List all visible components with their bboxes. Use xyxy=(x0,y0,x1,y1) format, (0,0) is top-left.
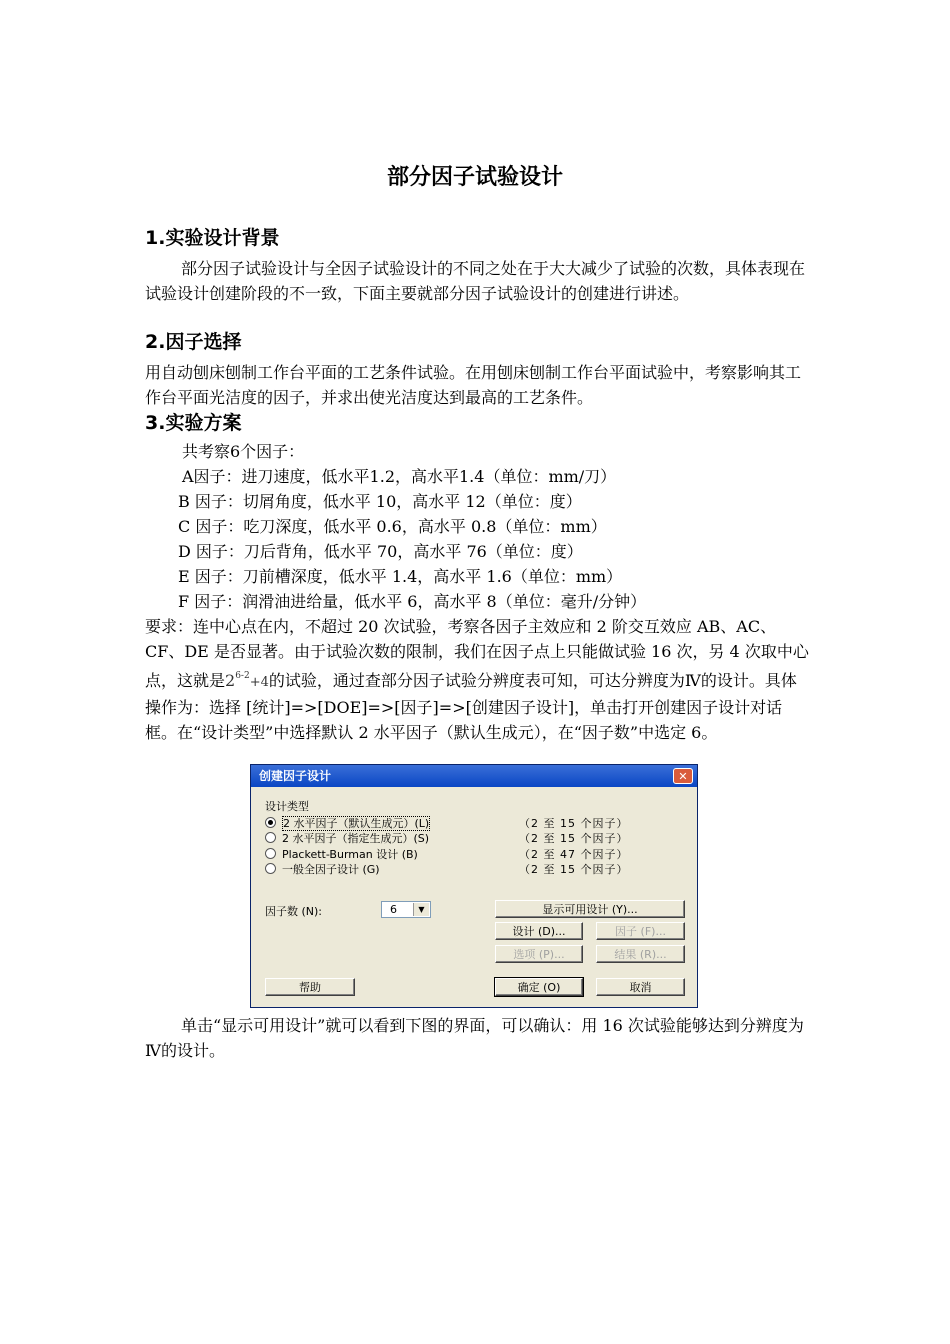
formula-tail: +4 xyxy=(249,675,269,690)
formula-base: 2 xyxy=(225,671,236,690)
factor-count-value: 6 xyxy=(390,903,397,916)
formula-exponent: 6-2 xyxy=(235,671,250,681)
range-2-level-default: （2 至 15 个因子） xyxy=(519,817,629,830)
factor-a: A因子：进刀速度，低水平1.2，高水平1.4（单位：mm/刀） xyxy=(182,467,617,486)
dialog-title: 创建因子设计 xyxy=(259,769,332,783)
radio-2-level-default[interactable]: 2 水平因子（默认生成元）(L) xyxy=(265,815,430,831)
results-button[interactable]: 结果 (R)... xyxy=(596,945,685,963)
design-formula xyxy=(225,671,269,690)
factor-b: B 因子：切屑角度，低水平 10，高水平 12（单位：度） xyxy=(178,492,582,511)
section-2-heading: 2.因子选择 xyxy=(145,331,242,353)
radio-general-full-factorial[interactable]: 一般全因子设计 (G) xyxy=(265,861,380,877)
requirements-text-1: 要求：连中心点在内，不超过 20 次试验，考察各因子主效应和 2 阶交互效应 AB、AC、CF、DE 是否显著。由于试验次数的限制，我们在因子点上只能做试验 16 次，另 4 次取中心点，这就是 xyxy=(145,617,809,690)
radio-icon[interactable] xyxy=(265,848,276,859)
section-1-heading: 1.实验设计背景 xyxy=(145,227,280,249)
radio-plackett-burman[interactable]: Plackett-Burman 设计 (B) xyxy=(265,846,418,862)
factor-e: E 因子：刀前槽深度，低水平 1.4，高水平 1.6（单位：mm） xyxy=(178,567,623,586)
range-general-full-factorial: （2 至 15 个因子） xyxy=(519,863,629,876)
section-3-heading: 3.实验方案 xyxy=(145,412,242,434)
cancel-button[interactable]: 取消 xyxy=(596,978,685,996)
factor-count-label: 因子数 (N): xyxy=(265,905,323,918)
close-icon[interactable]: ✕ xyxy=(673,768,693,784)
range-plackett-burman: （2 至 47 个因子） xyxy=(519,848,629,861)
factor-intro: 共考察6个因子： xyxy=(182,442,305,461)
requirements-text-2: 的试验，通过查部分因子试验分辨度表可知，可达分辨度为Ⅳ的设计。具体操作为：选择 [统计]=>[DOE]=>[因子]=>[创建因子设计]，单击打开创建因子设计对话框。在“设计类型”中选择默认 2 水平因子（默认生成元），在“因子数”中选定 6。 xyxy=(145,671,797,742)
range-2-level-specified: （2 至 15 个因子） xyxy=(519,832,629,845)
radio-icon[interactable] xyxy=(265,832,276,843)
ok-button[interactable]: 确定 (O) xyxy=(495,978,583,996)
factors-button[interactable]: 因子 (F)... xyxy=(596,922,685,940)
factor-d: D 因子：刀后背角，低水平 70，高水平 76（单位：度） xyxy=(178,542,583,561)
dialog-titlebar xyxy=(251,765,697,787)
page-title: 部分因子试验设计 xyxy=(386,165,563,190)
radio-selected-icon[interactable] xyxy=(265,817,276,828)
chevron-down-icon[interactable]: ▼ xyxy=(413,903,429,916)
section-1-body: 部分因子试验设计与全因子试验设计的不同之处在于大大减少了试验的次数，具体表现在试验设计创建阶段的不一致，下面主要就部分因子试验设计的创建进行讲述。 xyxy=(145,259,806,303)
factor-f: F 因子：润滑油进给量，低水平 6，高水平 8（单位：毫升/分钟） xyxy=(178,592,647,611)
help-button[interactable]: 帮助 xyxy=(265,978,355,996)
options-button[interactable]: 选项 (P)... xyxy=(495,945,583,963)
requirements-paragraph xyxy=(145,614,810,745)
after-dialog-paragraph: 单击“显示可用设计”就可以看到下图的界面，可以确认：用 16 次试验能够达到分辨度为Ⅳ的设计。 xyxy=(145,1016,804,1060)
section-2-body: 用自动刨床刨制工作台平面的工艺条件试验。在用刨床刨制工作台平面试验中，考察影响其工作台平面光洁度的因子，并求出使光洁度达到最高的工艺条件。 xyxy=(145,363,802,407)
show-available-designs-button[interactable]: 显示可用设计 (Y)... xyxy=(495,900,685,918)
radio-2-level-specified[interactable]: 2 水平因子（指定生成元）(S) xyxy=(265,830,429,846)
factor-count-select[interactable] xyxy=(381,901,431,918)
radio-icon[interactable] xyxy=(265,863,276,874)
design-type-label: 设计类型 xyxy=(265,800,309,813)
design-button[interactable]: 设计 (D)... xyxy=(495,922,583,940)
factor-c: C 因子：吃刀深度，低水平 0.6，高水平 0.8（单位：mm） xyxy=(178,517,607,536)
create-factorial-design-dialog xyxy=(250,764,698,1008)
